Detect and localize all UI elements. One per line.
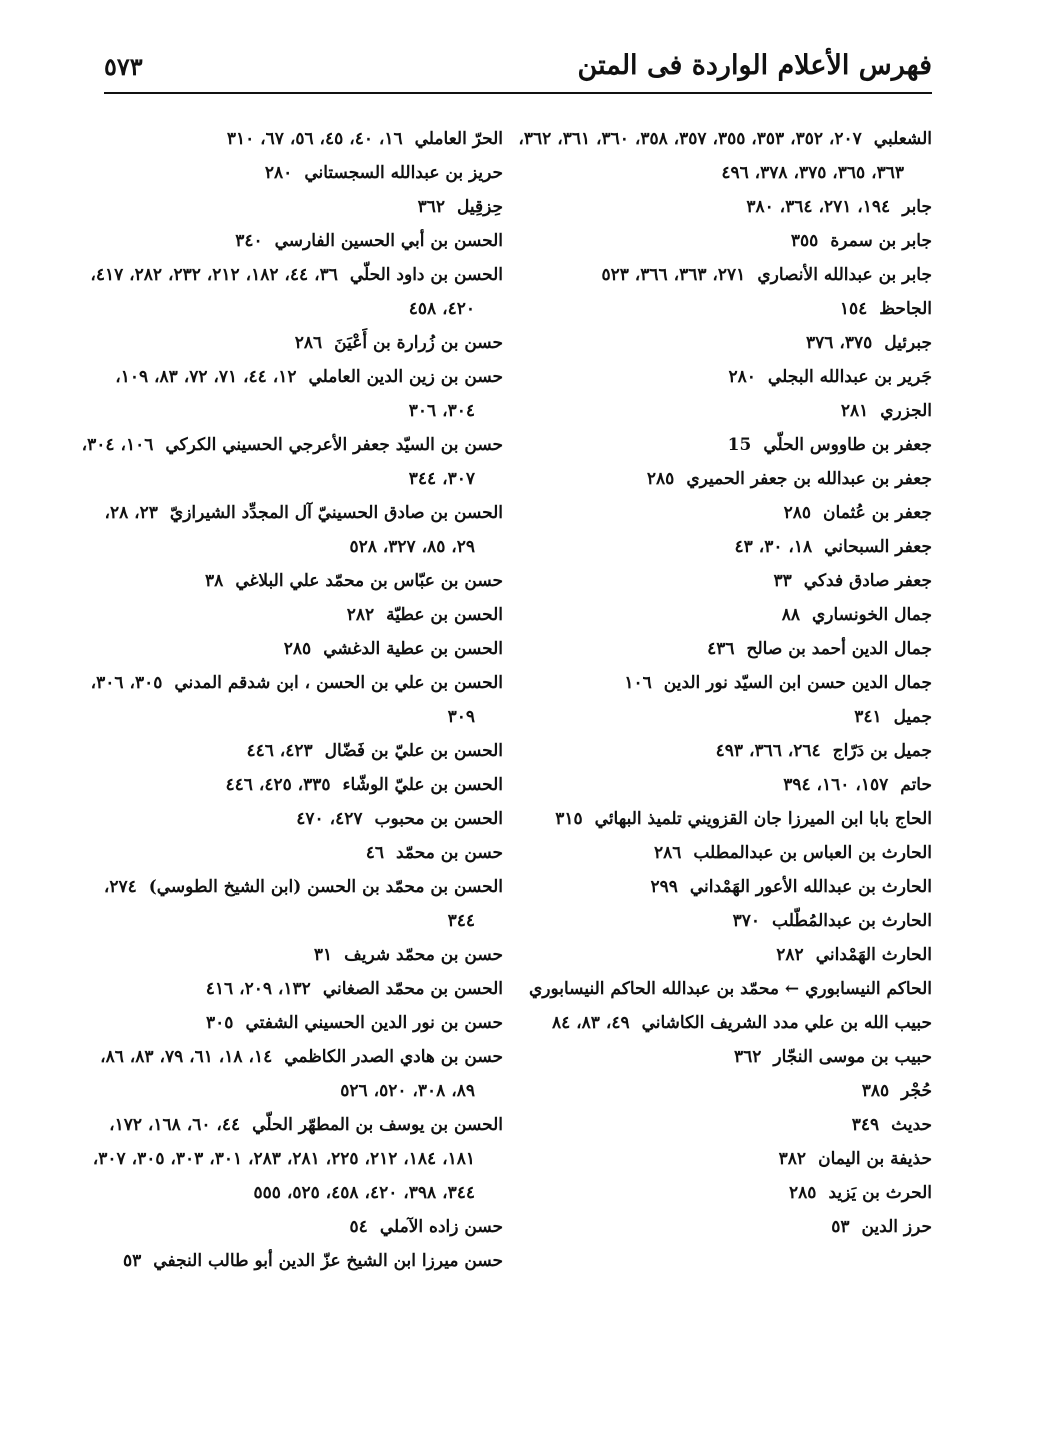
entry-pages: ٢٩٩ — [650, 877, 678, 897]
entry-pages: ١٣٢، ٢٠٩، ٤١٦ — [205, 979, 311, 999]
index-entry — [517, 1040, 932, 1074]
index-entry — [78, 224, 503, 258]
entry-pages: 15 — [727, 435, 752, 455]
entry-pages: ٣٧٠ — [732, 911, 761, 931]
entry-pages: ١٥٤ — [839, 299, 868, 319]
index-entry — [517, 190, 932, 224]
entry-name: حسن بن زُرارة بن أَعْيَنَ — [334, 333, 503, 353]
index-entry — [78, 836, 503, 870]
index-entry — [517, 972, 932, 1006]
entry-pages: ٣٦٢ — [734, 1047, 762, 1067]
entry-pages: ٤٣٦ — [707, 639, 735, 659]
index-entry — [78, 122, 503, 156]
entry-name: الحسن بن عليّ الوشّاء — [342, 775, 503, 795]
entry-pages: ٣٣ — [773, 571, 792, 591]
entry-name: الحسن بن عطية الدغشي — [323, 639, 503, 659]
entry-name: حبيب بن موسى النجّار — [773, 1047, 932, 1067]
entry-pages: ٣٥٥ — [790, 231, 819, 251]
entry-pages: ٢٨٥ — [646, 469, 675, 489]
entry-name: جميل — [893, 707, 932, 727]
entry-name: الحارث بن عبدالمُطّلب — [772, 911, 932, 931]
index-entry — [517, 394, 932, 428]
entry-name: جعفر صادق فدكي — [803, 571, 932, 591]
entry-name: الحاج بابا ابن الميرزا جان القزويني تلميذ البهائي — [594, 809, 932, 829]
entry-pages: ٣٤١ — [854, 707, 882, 727]
index-entry — [78, 1210, 503, 1244]
entry-pages: ١٦، ٤٠، ٤٥، ٥٦، ٦٧، ٣١٠ — [226, 129, 403, 149]
index-entry — [517, 564, 932, 598]
index-column-left — [78, 122, 503, 1278]
index-entry — [517, 768, 932, 802]
index-entry — [517, 632, 932, 666]
entry-name: حاتم — [900, 775, 932, 795]
index-entry — [517, 1142, 932, 1176]
entry-pages: ٥٤ — [349, 1217, 368, 1237]
entry-name: حسن زاده الآملي — [379, 1217, 503, 1237]
entry-name: حسن بن السيّد جعفر الأعرجي الحسيني الكركي — [165, 435, 503, 455]
index-entry — [517, 1108, 932, 1142]
index-entry — [517, 598, 932, 632]
entry-pages: ٣١٥ — [555, 809, 583, 829]
index-entry — [517, 292, 932, 326]
entry-name: جمال الدين حسن ابن السيّد نور الدين — [663, 673, 932, 693]
entry-pages: ٢٠٧، ٣٥٢، ٣٥٣، ٣٥٥، ٣٥٧، ٣٥٨، ٣٦٠، ٣٦١، ٣٦٢، ٣٦٣، ٣٦٥، ٣٧٥، ٣٧٨، ٤٩٦ — [518, 129, 904, 183]
index-entry — [78, 802, 503, 836]
entry-name: الحاكم النيسابوري ← محمّد بن عبدالله الحاكم النيسابوري — [528, 979, 932, 999]
entry-name: الحسن بن محمّد بن الحسن (ابن الشيخ الطوسي) — [148, 877, 503, 897]
index-entry — [78, 1244, 503, 1278]
entry-pages: ٢٨١ — [840, 401, 869, 421]
index-entry — [78, 258, 503, 326]
entry-name: حريز بن عبدالله السجستاني — [304, 163, 503, 183]
entry-pages: ١٤، ١٨، ٦١، ٧٩، ٨٣، ٨٦، ٨٩، ٣٠٨، ٥٢٠، ٥٢٦ — [100, 1047, 475, 1101]
entry-name: جمال الدين أحمد بن صالح — [746, 639, 932, 659]
index-entry — [78, 870, 503, 938]
index-entry — [78, 1040, 503, 1108]
entry-pages: ٢٨٦ — [653, 843, 682, 863]
entry-name: حسن ميرزا ابن الشيخ عزّ الدين أبو طالب النجفي — [153, 1251, 503, 1271]
entry-name: جعفر بن عُثمان — [823, 503, 932, 523]
header-rule — [104, 92, 932, 94]
index-entry — [517, 326, 932, 360]
index-entry — [78, 156, 503, 190]
entry-name: الشعلبي — [873, 129, 932, 149]
entry-pages: ١٨، ٣٠، ٤٣ — [734, 537, 813, 557]
index-entry — [78, 734, 503, 768]
entry-pages: ٣٧٥، ٣٧٦ — [806, 333, 873, 353]
index-entry — [517, 700, 932, 734]
page-header — [104, 40, 932, 90]
entry-name: جبرئيل — [884, 333, 932, 353]
index-entry — [517, 802, 932, 836]
entry-name: حِزقِيل — [456, 197, 503, 217]
entry-pages: ٢٨٠ — [264, 163, 293, 183]
entry-name: حسن بن عبّاس بن محمّد علي البلاغي — [235, 571, 503, 591]
index-entry — [78, 326, 503, 360]
entry-name: الحرّ العاملي — [414, 129, 503, 149]
index-entry — [517, 1006, 932, 1040]
entry-pages: ٤٢٣، ٤٤٦ — [246, 741, 313, 761]
entry-name: حرز الدين — [861, 1217, 932, 1237]
index-entry — [78, 666, 503, 734]
entry-pages: ٢٨٠ — [728, 367, 756, 387]
index-entry — [517, 836, 932, 870]
entry-name: الحسن بن صادق الحسينيّ آل المجدِّد الشيرازيّ — [169, 503, 503, 523]
entry-name: حسن بن محمّد شريف — [344, 945, 503, 965]
running-title: فهرس الأعلام الواردة فى المتن — [577, 50, 932, 81]
entry-name: جابر بن عبدالله الأنصاري — [757, 265, 932, 285]
entry-name: حسن بن محمّد — [396, 843, 503, 863]
entry-pages: ٢٨٥ — [789, 1183, 817, 1203]
index-entry — [517, 666, 932, 700]
index-entry — [517, 904, 932, 938]
entry-pages: ٤٦ — [365, 843, 385, 863]
index-entry — [517, 462, 932, 496]
entry-pages: ٣٦٢ — [417, 197, 445, 217]
index-entry — [78, 768, 503, 802]
index-entry — [78, 598, 503, 632]
entry-pages: ٢٦٤، ٣٦٦، ٤٩٣ — [715, 741, 821, 761]
entry-name: الحارث بن العباس بن عبدالمطلب — [693, 843, 932, 863]
entry-name: الحارث الهَمْداني — [815, 945, 932, 965]
entry-pages: ٣٨ — [205, 571, 224, 591]
entry-pages: ٣٨٥ — [861, 1081, 890, 1101]
entry-pages: ٤٩، ٨٣، ٨٤ — [551, 1013, 630, 1033]
index-column-right — [517, 122, 932, 1244]
index-entry — [78, 360, 503, 428]
entry-pages: ٢٨٦ — [294, 333, 323, 353]
entry-pages: ٣٦، ٤٤، ١٨٢، ٢١٢، ٢٣٢، ٢٨٢، ٤١٧، ٤٢٠، ٤٥٨ — [90, 265, 475, 319]
index-entry — [517, 360, 932, 394]
entry-name: الحارث بن عبدالله الأعور الهَمْداني — [689, 877, 932, 897]
entry-name: الحرث بن يَزيد — [828, 1183, 932, 1203]
entry-name: الحسن بن عطيّة — [386, 605, 503, 625]
index-entry — [517, 734, 932, 768]
index-entry — [78, 938, 503, 972]
entry-name: جعفر بن عبدالله بن جعفر الحميري — [686, 469, 932, 489]
entry-pages: ٢٨٥ — [283, 639, 312, 659]
entry-pages: ٢٧١، ٣٦٣، ٣٦٦، ٥٢٣ — [601, 265, 746, 285]
entry-pages: ٨٨ — [781, 605, 800, 625]
index-entry — [517, 530, 932, 564]
entry-name: حُجْر — [901, 1081, 932, 1101]
entry-name: جَرير بن عبدالله البجلي — [767, 367, 932, 387]
entry-name: الجاحظ — [879, 299, 932, 319]
entry-name: حسن بن هادي الصدر الكاظمي — [284, 1047, 503, 1067]
index-entry — [517, 258, 932, 292]
entry-pages: ٥٣ — [831, 1217, 850, 1237]
entry-name: حديث — [891, 1115, 932, 1135]
index-entry — [78, 972, 503, 1006]
index-entry — [517, 224, 932, 258]
entry-pages: ٣٤٠ — [235, 231, 263, 251]
entry-pages: ٤٢٧، ٤٧٠ — [296, 809, 363, 829]
entry-name: الحسن بن محبوب — [374, 809, 503, 829]
entry-pages: ١٠٦ — [624, 673, 652, 693]
entry-pages: ٣٠٥ — [206, 1013, 234, 1033]
index-entry — [517, 870, 932, 904]
index-entry — [517, 1074, 932, 1108]
entry-name: حبيب الله بن علي مدد الشريف الكاشاني — [641, 1013, 932, 1033]
entry-pages: ١٩٤، ٢٧١، ٣٦٤، ٣٨٠ — [746, 197, 891, 217]
index-entry — [78, 1108, 503, 1210]
entry-name: جابر — [902, 197, 932, 217]
entry-pages: ١٢، ٤٤، ٧١، ٧٢، ٨٣، ١٠٩، ٣٠٤، ٣٠٦ — [115, 367, 475, 421]
entry-pages: ٢٧٤، ٣٤٤ — [103, 877, 475, 931]
entry-name: الحسن بن محمّد الصغاني — [322, 979, 503, 999]
page-number: ٥٧٣ — [104, 52, 143, 81]
index-entry — [517, 122, 932, 190]
index-entry — [517, 496, 932, 530]
entry-pages: ٣١ — [313, 945, 333, 965]
entry-name: الجزري — [880, 401, 932, 421]
entry-pages: ٣٠٥، ٣٠٦، ٣٠٩ — [90, 673, 475, 727]
entry-name: حذيفة بن اليمان — [818, 1149, 932, 1169]
entry-pages: ٤٤، ٦٠، ١٦٨، ١٧٢، ١٨١، ١٨٤، ٢١٢، ٢٢٥، ٢٨١، ٢٨٣، ٣٠١، ٣٠٣، ٣٠٥، ٣٠٧، ٣٤٤، ٣٩٨، ٤٢٠، ٤٥٨، ٥٢٥، ٥٥٥ — [92, 1115, 475, 1203]
entry-pages: ٣٣٥، ٤٢٥، ٤٤٦ — [225, 775, 331, 795]
entry-pages: ٢٨٢ — [346, 605, 375, 625]
entry-pages: ٣٤٩ — [851, 1115, 880, 1135]
entry-pages: ٢٨٥ — [783, 503, 812, 523]
entry-pages: ٥٣ — [123, 1251, 142, 1271]
index-entry — [78, 190, 503, 224]
index-entry — [517, 428, 932, 462]
entry-name: جميل بن دَرّاج — [832, 741, 932, 761]
entry-name: حسن بن نور الدين الحسيني الشفتي — [245, 1013, 503, 1033]
entry-name: الحسن بن داود الحلّي — [349, 265, 503, 285]
entry-pages: ١٥٧، ١٦٠، ٣٩٤ — [783, 775, 889, 795]
entry-pages: ٢٣، ٢٨، ٢٩، ٨٥، ٣٢٧، ٥٢٨ — [104, 503, 475, 557]
entry-pages: ١٠٦، ٣٠٤، ٣٠٧، ٣٤٤ — [81, 435, 475, 489]
index-entry — [78, 632, 503, 666]
entry-name: الحسن بن أبي الحسين الفارسي — [274, 231, 503, 251]
entry-name: جعفر السبحاني — [824, 537, 932, 557]
entry-name: جمال الخونساري — [811, 605, 932, 625]
entry-name: الحسن بن عليّ بن فَضّال — [324, 741, 503, 761]
entry-pages: ٣٨٢ — [778, 1149, 807, 1169]
index-entry — [78, 496, 503, 564]
index-entry — [78, 428, 503, 496]
index-entry — [517, 938, 932, 972]
entry-name: جابر بن سمرة — [830, 231, 932, 251]
entry-name: الحسن بن يوسف بن المطهّر الحلّي — [252, 1115, 503, 1135]
index-entry — [78, 564, 503, 598]
index-entry — [517, 1210, 932, 1244]
entry-name: حسن بن زين الدين العاملي — [308, 367, 503, 387]
index-entry — [78, 1006, 503, 1040]
entry-name: الحسن بن علي بن الحسن ، ابن شدقم المدني — [174, 673, 503, 693]
entry-name: جعفر بن طاووس الحلّي — [763, 435, 932, 455]
entry-pages: ٢٨٢ — [776, 945, 804, 965]
index-entry — [517, 1176, 932, 1210]
